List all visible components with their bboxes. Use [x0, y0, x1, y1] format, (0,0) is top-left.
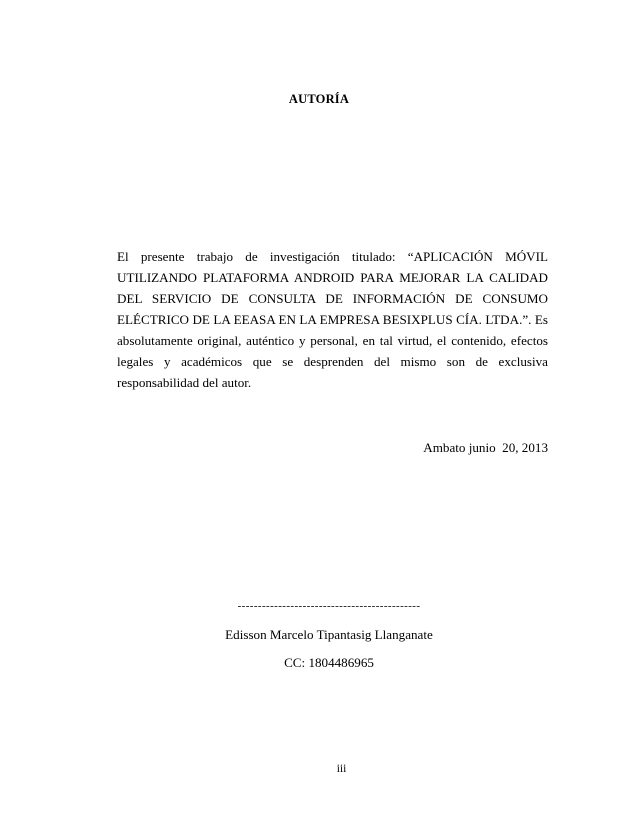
page-number: iii: [336, 763, 347, 775]
date-place: Ambato junio 20, 2013: [423, 440, 548, 455]
signer-name: Edisson Marcelo Tipantasig Llanganate: [225, 627, 433, 642]
signer-id: CC: 1804486965: [284, 655, 374, 670]
signature-line: ---------------------------------------------: [237, 600, 421, 612]
authorship-paragraph: El presente trabajo de investigación titulado: “APLICACIÓN MÓVIL UTILIZANDO PLATAFORMA ANDROID PARA MEJORAR LA CALIDAD DEL SERVICIO DE CONSULTA DE INFORMACIÓN DE CONSUMO ELÉCTRICO DE LA EEASA EN LA EMPRESA BESIXPLUS CÍA. LTDA.”. Es absolutamente original, auténtico y personal, en tal virtud, el contenido, efectos legales y académicos que se desprenden del mismo son de exclusiva responsabilidad del autor.: [117, 249, 548, 390]
page-title: AUTORÍA: [288, 92, 350, 106]
authorship-statement: [117, 246, 548, 393]
